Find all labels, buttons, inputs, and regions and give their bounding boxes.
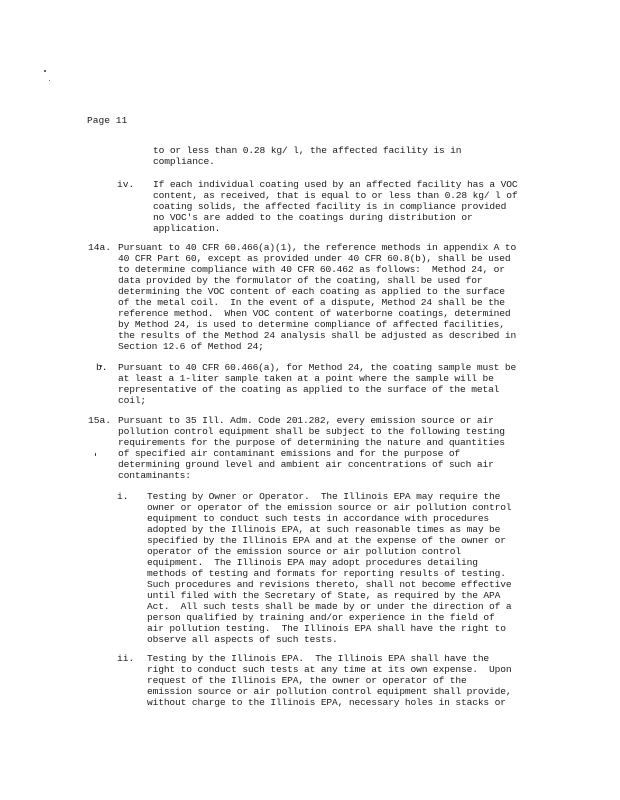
text-line: Such procedures and revisions thereto, shall not become effective — [147, 579, 512, 590]
text-line: at least a 1-liter sample taken at a point where the sample will be — [118, 373, 494, 384]
text-line: reference method. When VOC content of waterborne coatings, determined — [118, 308, 511, 319]
text-line: until filed with the Secretary of State, as required by the APA — [147, 590, 501, 601]
text-line: determining ground level and ambient air concentrations of such air — [118, 459, 494, 470]
text-line: representative of the coating as applied to the surface of the metal — [118, 384, 500, 395]
text-line: air pollution testing. The Illinois EPA shall have the right to — [147, 623, 506, 634]
text-line: coating solids, the affected facility is in compliance provided — [153, 201, 507, 212]
text-line: of specified air contaminant emissions and for the purpose of — [118, 448, 461, 459]
text-line: Pursuant to 35 Ill. Adm. Code 201.282, every emission source or air — [118, 415, 494, 426]
text-line: owner or operator of the emission source or air pollution control — [147, 502, 512, 513]
text-line: determining the VOC content of each coating as applied to the surface — [118, 286, 505, 297]
text-line: application. — [153, 223, 221, 234]
text-line: Act. All such tests shall be made by or under the direction of a — [147, 601, 512, 612]
text-line: the results of the Method 24 analysis shall be adjusted as described in — [118, 330, 517, 341]
text-line: content, as received, that is equal to or less than 0.28 kg/ l of — [153, 190, 518, 201]
text-line: emission source or air pollution control equipment shall provide, — [147, 686, 512, 697]
text-line: right to conduct such tests at any time at its own expense. Upon — [147, 664, 512, 675]
text-line: request of the Illinois EPA, the owner or operator of the — [147, 675, 467, 686]
text-line: of the metal coil. In the event of a dispute, Method 24 shall be the — [118, 297, 505, 308]
item-label: 15a. — [88, 415, 112, 426]
text-line: equipment. The Illinois EPA may adopt procedures detailing — [147, 557, 478, 568]
text-line: Pursuant to 40 CFR 60.466(a), for Method 24, the coating sample must be — [118, 362, 517, 373]
item-label: b. — [96, 362, 108, 373]
text-line: specified by the Illinois EPA and at the expense of the owner or — [147, 535, 506, 546]
text-line: no VOC's are added to the coatings during distribution or — [153, 212, 473, 223]
item-label: i. — [117, 491, 129, 502]
text-line: compliance. — [153, 156, 215, 167]
text-line: observe all aspects of such tests. — [147, 634, 338, 645]
item-label: 14a. — [88, 242, 112, 253]
text-line: without charge to the Illinois EPA, necessary holes in stacks or — [147, 697, 506, 708]
text-line: methods of testing and formats for reporting results of testing. — [147, 568, 506, 579]
scan-speck — [44, 70, 46, 72]
text-line: pollution control equipment shall be subject to the following testing — [118, 426, 505, 437]
item-label: ii. — [117, 653, 135, 664]
text-line: requirements for the purpose of determining the nature and quantities — [118, 437, 505, 448]
text-line: data provided by the formulator of the coating, shall be used for — [118, 275, 483, 286]
text-line: contaminants: — [118, 470, 191, 481]
text-line: equipment to conduct such tests in accordance with procedures — [147, 513, 490, 524]
text-line: If each individual coating used by an affected facility has a VOC — [153, 179, 518, 190]
text-line: Testing by Owner or Operator. The Illinois EPA may require the — [147, 491, 501, 502]
text-line: 40 CFR Part 60, except as provided under 40 CFR 60.8(b), shall be used — [118, 253, 511, 264]
text-line: Testing by the Illinois EPA. The Illinois EPA shall have the — [147, 653, 490, 664]
scan-speck — [49, 80, 50, 81]
text-line: Pursuant to 40 CFR 60.466(a)(1), the reference methods in appendix A to — [118, 242, 517, 253]
text-line: Section 12.6 of Method 24; — [118, 341, 264, 352]
text-line: to determine compliance with 40 CFR 60.462 as follows: Method 24, or — [118, 264, 505, 275]
page-number: Page 11 — [87, 115, 128, 126]
text-line: to or less than 0.28 kg/ l, the affected facility is in — [153, 145, 462, 156]
text-line: by Method 24, is used to determine compliance of affected facilities, — [118, 319, 505, 330]
item-label: iv. — [117, 179, 135, 190]
text-line: person qualified by training and/or experience in the field of — [147, 612, 495, 623]
text-line: coil; — [118, 395, 147, 406]
text-line: operator of the emission source or air pollution control — [147, 546, 462, 557]
text-line: adopted by the Illinois EPA, at such reasonable times as may be — [147, 524, 501, 535]
scan-speck — [95, 453, 96, 456]
